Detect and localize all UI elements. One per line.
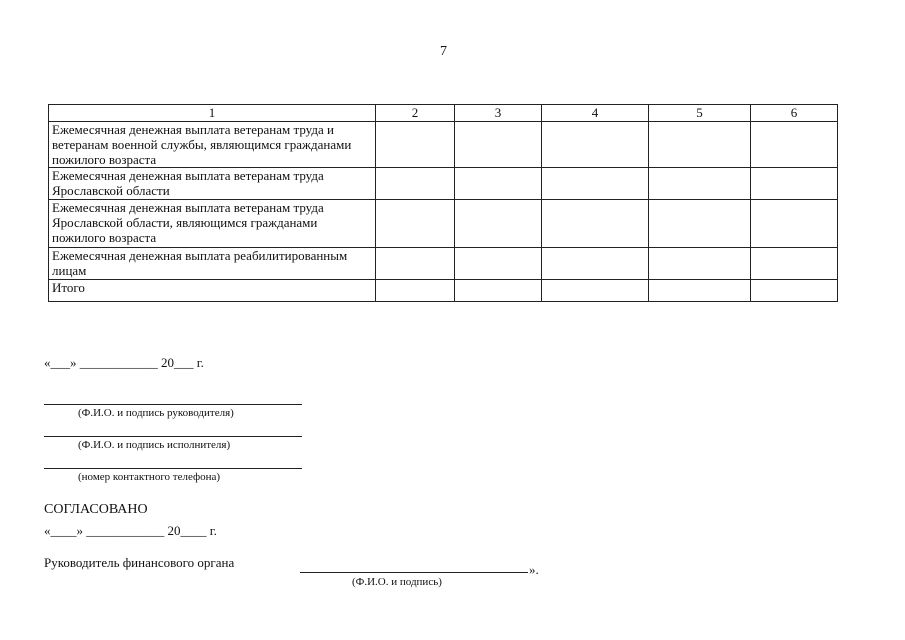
table-row <box>49 122 838 168</box>
row-label-total: Итого <box>49 280 376 302</box>
table-cell <box>751 280 838 302</box>
table-cell <box>751 248 838 280</box>
header-col-4: 4 <box>542 105 649 122</box>
table-cell <box>542 168 649 200</box>
phone-line[interactable] <box>44 468 302 469</box>
head-signature-caption: (Ф.И.О. и подпись руководителя) <box>78 407 234 419</box>
table-cell <box>455 280 542 302</box>
table-cell <box>542 122 649 168</box>
table-row <box>49 248 838 280</box>
table-cell <box>455 122 542 168</box>
agreed-title: СОГЛАСОВАНО <box>44 502 148 517</box>
table-cell <box>455 200 542 248</box>
table-row <box>49 168 838 200</box>
row-label: Ежемесячная денежная выплата ветеранам труда Ярославской области, являющимся гражданами пожилого возраста <box>49 200 376 248</box>
table-cell <box>649 248 751 280</box>
executor-signature-line[interactable] <box>44 436 302 437</box>
table-cell <box>455 168 542 200</box>
report-date-line: «___» ____________ 20___ г. <box>44 355 204 370</box>
executor-signature-caption: (Ф.И.О. и подпись исполнителя) <box>78 439 231 451</box>
header-col-1: 1 <box>49 105 376 122</box>
agreed-date-line: «____» ____________ 20____ г. <box>44 523 217 538</box>
table-cell <box>751 122 838 168</box>
table-cell <box>376 168 455 200</box>
table-cell <box>751 200 838 248</box>
header-col-5: 5 <box>649 105 751 122</box>
financial-official-label: Руководитель финансового органа <box>44 555 235 570</box>
table-cell <box>649 280 751 302</box>
page-number: 7 <box>440 44 447 59</box>
row-label: Ежемесячная денежная выплата реабилитированным лицам <box>49 248 376 280</box>
payments-table <box>48 104 838 302</box>
table-cell <box>649 168 751 200</box>
closing-quote: ». <box>529 562 539 577</box>
table-cell <box>542 248 649 280</box>
table-row <box>49 200 838 248</box>
table-cell <box>542 280 649 302</box>
table-row <box>49 280 838 302</box>
table-cell <box>649 122 751 168</box>
table-cell <box>376 280 455 302</box>
official-signature-line[interactable] <box>300 572 528 573</box>
table-header-row <box>49 105 838 122</box>
official-signature-caption: (Ф.И.О. и подпись) <box>352 576 442 588</box>
header-col-3: 3 <box>455 105 542 122</box>
table-cell <box>376 248 455 280</box>
row-label: Ежемесячная денежная выплата ветеранам труда и ветеранам военной службы, являющимся гражданами пожилого возраста <box>49 122 376 168</box>
header-col-6: 6 <box>751 105 838 122</box>
row-label: Ежемесячная денежная выплата ветеранам труда Ярославской области <box>49 168 376 200</box>
head-signature-line[interactable] <box>44 404 302 405</box>
table-cell <box>751 168 838 200</box>
header-col-2: 2 <box>376 105 455 122</box>
table-cell <box>455 248 542 280</box>
table-cell <box>376 200 455 248</box>
table-cell <box>376 122 455 168</box>
table-cell <box>649 200 751 248</box>
phone-caption: (номер контактного телефона) <box>78 471 221 483</box>
table-cell <box>542 200 649 248</box>
